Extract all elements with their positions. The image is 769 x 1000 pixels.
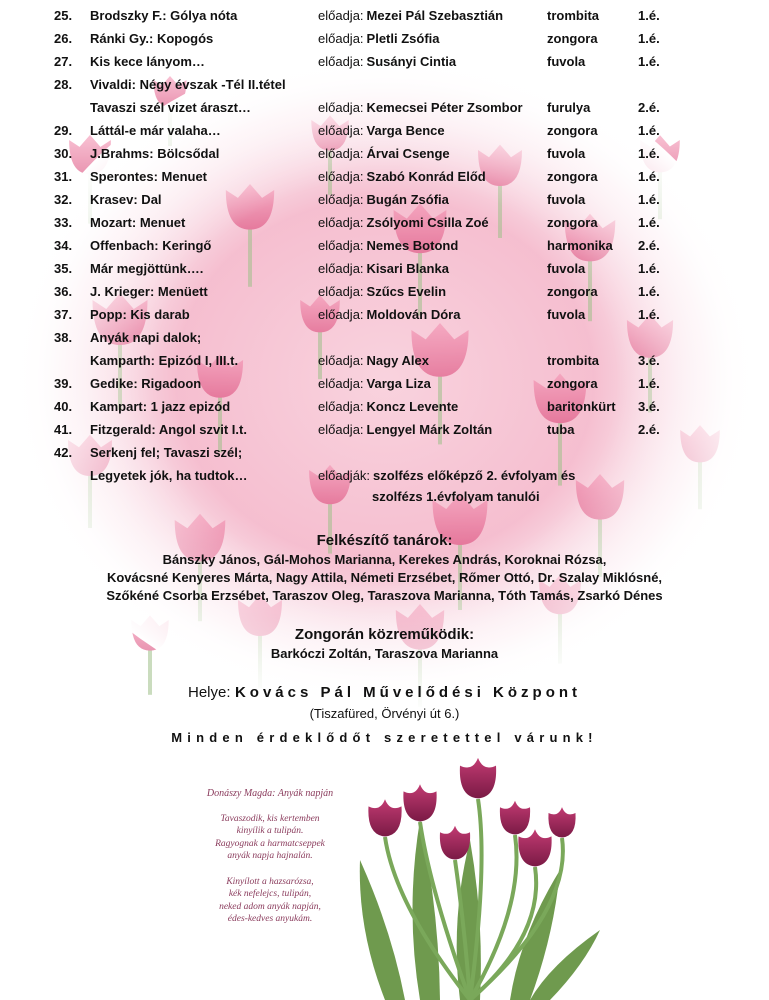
program-title: Offenbach: Keringő [90, 238, 212, 253]
program-performer-cell [318, 143, 450, 165]
poem [170, 788, 370, 939]
program-title: Mozart: Menuet [90, 215, 186, 230]
poem-line: Kinyílott a hazsarózsa, [226, 876, 314, 887]
performer-name: Susányi Cintia [366, 54, 457, 69]
performer-name: Szűcs Evelin [366, 284, 447, 299]
program-performer-cell [318, 5, 503, 27]
program-number: 30. [54, 146, 73, 161]
performer-name: Lengyel Márk Zoltán [366, 422, 493, 437]
performer-name: Pletli Zsófia [366, 31, 440, 46]
program-performer-cell [318, 212, 489, 234]
program-row [0, 281, 769, 303]
performer-label: előadja: [318, 307, 364, 322]
program-title: Gedike: Rigadoon [90, 376, 202, 391]
program-number: 27. [54, 54, 73, 69]
program-instrument: zongora [547, 376, 598, 391]
program-performer-cell [318, 74, 321, 96]
program-instrument: zongora [547, 215, 598, 230]
program-performer-cell [318, 350, 429, 372]
performer-name: Varga Liza [366, 376, 431, 391]
program-grade: 1.é. [638, 307, 660, 322]
program-performer-cell [318, 304, 460, 326]
performer-label: előadja: [318, 54, 364, 69]
program-instrument: zongora [547, 169, 598, 184]
program-grade: 3.é. [638, 353, 660, 368]
poem-stanza-2 [170, 876, 370, 926]
program-grade: 1.é. [638, 261, 660, 276]
program-row [0, 28, 769, 50]
performer-label: előadja: [318, 8, 364, 23]
performer-name: Árvai Csenge [366, 146, 450, 161]
venue-name: Kovács Pál Művelődési Központ [234, 684, 582, 701]
program-instrument: fuvola [547, 146, 586, 161]
program-title: Kis kece lányom… [90, 54, 205, 69]
program-instrument: zongora [547, 31, 598, 46]
program-title: Serkenj fel; Tavaszi szél; [90, 445, 243, 460]
program-grade: 2.é. [638, 422, 660, 437]
program-instrument: harmonika [547, 238, 613, 253]
program-performer-cell [318, 419, 492, 441]
piano-names: Barkóczi Zoltán, Taraszova Marianna [270, 646, 499, 661]
program-row [0, 350, 769, 372]
performer-name: Bugán Zsófia [366, 192, 449, 207]
program-performer-cell [318, 396, 458, 418]
program-number: 34. [54, 238, 73, 253]
program-number: 42. [54, 445, 73, 460]
performer-label: előadja: [318, 376, 364, 391]
program-row [0, 396, 769, 418]
performer-name: szolfézs előképző 2. évfolyam és [373, 468, 576, 483]
program-instrument: furulya [547, 100, 591, 115]
program-instrument: tuba [547, 422, 575, 437]
program-title: Kampart: 1 jazz epizód [90, 399, 231, 414]
poem-line: anyák napja hajnalán. [227, 851, 313, 861]
program-title: Láttál-e már valaha… [90, 123, 221, 138]
program-title: J.Brahms: Bölcsődal [90, 146, 220, 161]
program-extra-line: szolfézs 1.évfolyam tanulói [372, 489, 540, 504]
performer-name: Varga Bence [366, 123, 445, 138]
program-row [0, 166, 769, 188]
program-instrument: baritonkürt [547, 399, 616, 414]
program-row [0, 442, 769, 464]
program-title: Krasev: Dal [90, 192, 162, 207]
program-performer-cell [318, 189, 449, 211]
program-grade: 1.é. [638, 192, 660, 207]
program-number: 33. [54, 215, 73, 230]
program-row [0, 235, 769, 257]
program-row [0, 97, 769, 119]
poem-stanza-1 [170, 813, 370, 863]
program-performer-cell [318, 258, 449, 280]
program-performer-cell [318, 465, 575, 487]
program-performer-cell [318, 235, 458, 257]
program-instrument: fuvola [547, 261, 586, 276]
performer-label: előadja: [318, 399, 364, 414]
poem-line: Tavaszodik, kis kertemben [220, 813, 320, 824]
program-instrument: fuvola [547, 192, 586, 207]
program-performer-cell [318, 120, 445, 142]
program-title: Kamparth: Epizód I, III.t. [90, 353, 239, 368]
program-title: Vivaldi: Négy évszak -Tél II.tétel [90, 77, 286, 92]
performer-label: előadja: [318, 123, 364, 138]
program-number: 36. [54, 284, 73, 299]
program-grade: 1.é. [638, 146, 660, 161]
performer-label: előadja: [318, 146, 364, 161]
performer-name: Kemecsei Péter Zsombor [366, 100, 523, 115]
performer-label: előadja: [318, 284, 364, 299]
program-title: J. Krieger: Menüett [90, 284, 208, 299]
program-number: 25. [54, 8, 73, 23]
program-row [0, 327, 769, 349]
performer-label: előadja: [318, 31, 364, 46]
program-number: 32. [54, 192, 73, 207]
teachers-line-1: Bánszky János, Gál-Mohos Marianna, Kerekes András, Koroknai Rózsa, [162, 552, 607, 567]
program-number: 35. [54, 261, 73, 276]
program-number: 26. [54, 31, 73, 46]
poem-title: Donászy Magda: Anyák napján [206, 788, 334, 799]
program-row [0, 373, 769, 395]
program-title: Már megjöttünk…. [90, 261, 204, 276]
program-number: 29. [54, 123, 73, 138]
program-grade: 1.é. [638, 123, 660, 138]
program-number: 37. [54, 307, 73, 322]
program-grade: 1.é. [638, 8, 660, 23]
program-performer-cell [318, 97, 523, 119]
performer-name: Szabó Konrád Előd [366, 169, 486, 184]
program-performer-cell [318, 28, 440, 50]
program-row [0, 74, 769, 96]
program-instrument: zongora [547, 284, 598, 299]
performer-label: előadja: [318, 192, 364, 207]
performer-name: Nemes Botond [366, 238, 459, 253]
performer-label: előadja: [318, 238, 364, 253]
poem-line: édes-kedves anyukám. [227, 914, 313, 924]
poem-line: kinyílik a tulipán. [236, 826, 304, 836]
program-grade: 2.é. [638, 100, 660, 115]
venue-address: (Tiszafüred, Örvényi út 6.) [309, 706, 460, 721]
program-performer-cell [318, 373, 431, 395]
program-title: Tavaszi szél vizet áraszt… [90, 100, 251, 115]
performer-label: előadja: [318, 100, 364, 115]
performer-name: Nagy Alex [366, 353, 429, 368]
program-title: Fitzgerald: Angol szvit I.t. [90, 422, 247, 437]
program-grade: 3.é. [638, 399, 660, 414]
program-grade: 1.é. [638, 169, 660, 184]
program-instrument: zongora [547, 123, 598, 138]
performer-label: előadja: [318, 215, 364, 230]
performer-label: előadja: [318, 169, 364, 184]
program-title: Anyák napi dalok; [90, 330, 202, 345]
poem-line: Ragyognak a harmatcseppek [215, 838, 325, 849]
program-row [0, 304, 769, 326]
poem-line: kék nefelejcs, tulipán, [228, 889, 312, 899]
program-row [0, 258, 769, 280]
program-title: Popp: Kis darab [90, 307, 190, 322]
teachers-line-2: Kovácsné Kenyeres Márta, Nagy Attila, Németi Erzsébet, Rőmer Ottó, Dr. Szalay Miklósné, [106, 570, 663, 585]
program-number: 40. [54, 399, 73, 414]
performer-name: Moldován Dóra [366, 307, 461, 322]
teachers-line-3: Szőkéné Csorba Erzsébet, Taraszov Oleg, Taraszova Marianna, Tóth Tamás, Zsarkó Dénes [106, 588, 663, 603]
program-performer-cell [318, 166, 486, 188]
program-instrument: trombita [547, 353, 599, 368]
program-instrument: trombita [547, 8, 599, 23]
program-row [0, 120, 769, 142]
venue-label: Helye: [187, 684, 231, 701]
performer-label: előadják: [318, 468, 371, 483]
program-title: Ránki Gy.: Kopogós [90, 31, 214, 46]
program-row [0, 212, 769, 234]
program-row [0, 143, 769, 165]
performer-name: Koncz Levente [366, 399, 459, 414]
program-instrument: fuvola [547, 54, 586, 69]
program-row [0, 189, 769, 211]
program-grade: 1.é. [638, 54, 660, 69]
program-instrument: fuvola [547, 307, 586, 322]
venue-line [0, 684, 769, 702]
program-grade: 1.é. [638, 215, 660, 230]
performer-label: előadja: [318, 261, 364, 276]
program-title: Legyetek jók, ha tudtok… [90, 468, 248, 483]
performer-label: előadja: [318, 353, 364, 368]
program-grade: 1.é. [638, 376, 660, 391]
performer-name: Zsólyomi Csilla Zoé [366, 215, 489, 230]
program-number: 38. [54, 330, 73, 345]
program-grade: 1.é. [638, 31, 660, 46]
program-row [0, 51, 769, 73]
performer-name: Mezei Pál Szebasztián [366, 8, 504, 23]
program-row [0, 5, 769, 27]
program-performer-cell [318, 327, 321, 349]
performer-label: előadja: [318, 422, 364, 437]
program-row [0, 419, 769, 441]
program-number: 28. [54, 77, 73, 92]
poem-line: neked adom anyák napján, [219, 901, 321, 912]
program-performer-cell [318, 442, 321, 464]
welcome-message: Minden érdeklődőt szeretettel várunk! [171, 730, 598, 745]
performer-name: Kisari Blanka [366, 261, 449, 276]
program-title: Brodszky F.: Gólya nóta [90, 8, 238, 23]
program-number: 39. [54, 376, 73, 391]
program-grade: 1.é. [638, 284, 660, 299]
piano-heading: Zongorán közreműködik: [294, 626, 475, 643]
program-row [0, 465, 769, 487]
program-performer-cell [318, 281, 446, 303]
program-number: 41. [54, 422, 73, 437]
program-title: Sperontes: Menuet [90, 169, 208, 184]
program-grade: 2.é. [638, 238, 660, 253]
teachers-heading: Felkészítő tanárok: [316, 532, 453, 549]
program-performer-cell [318, 51, 456, 73]
program-number: 31. [54, 169, 73, 184]
